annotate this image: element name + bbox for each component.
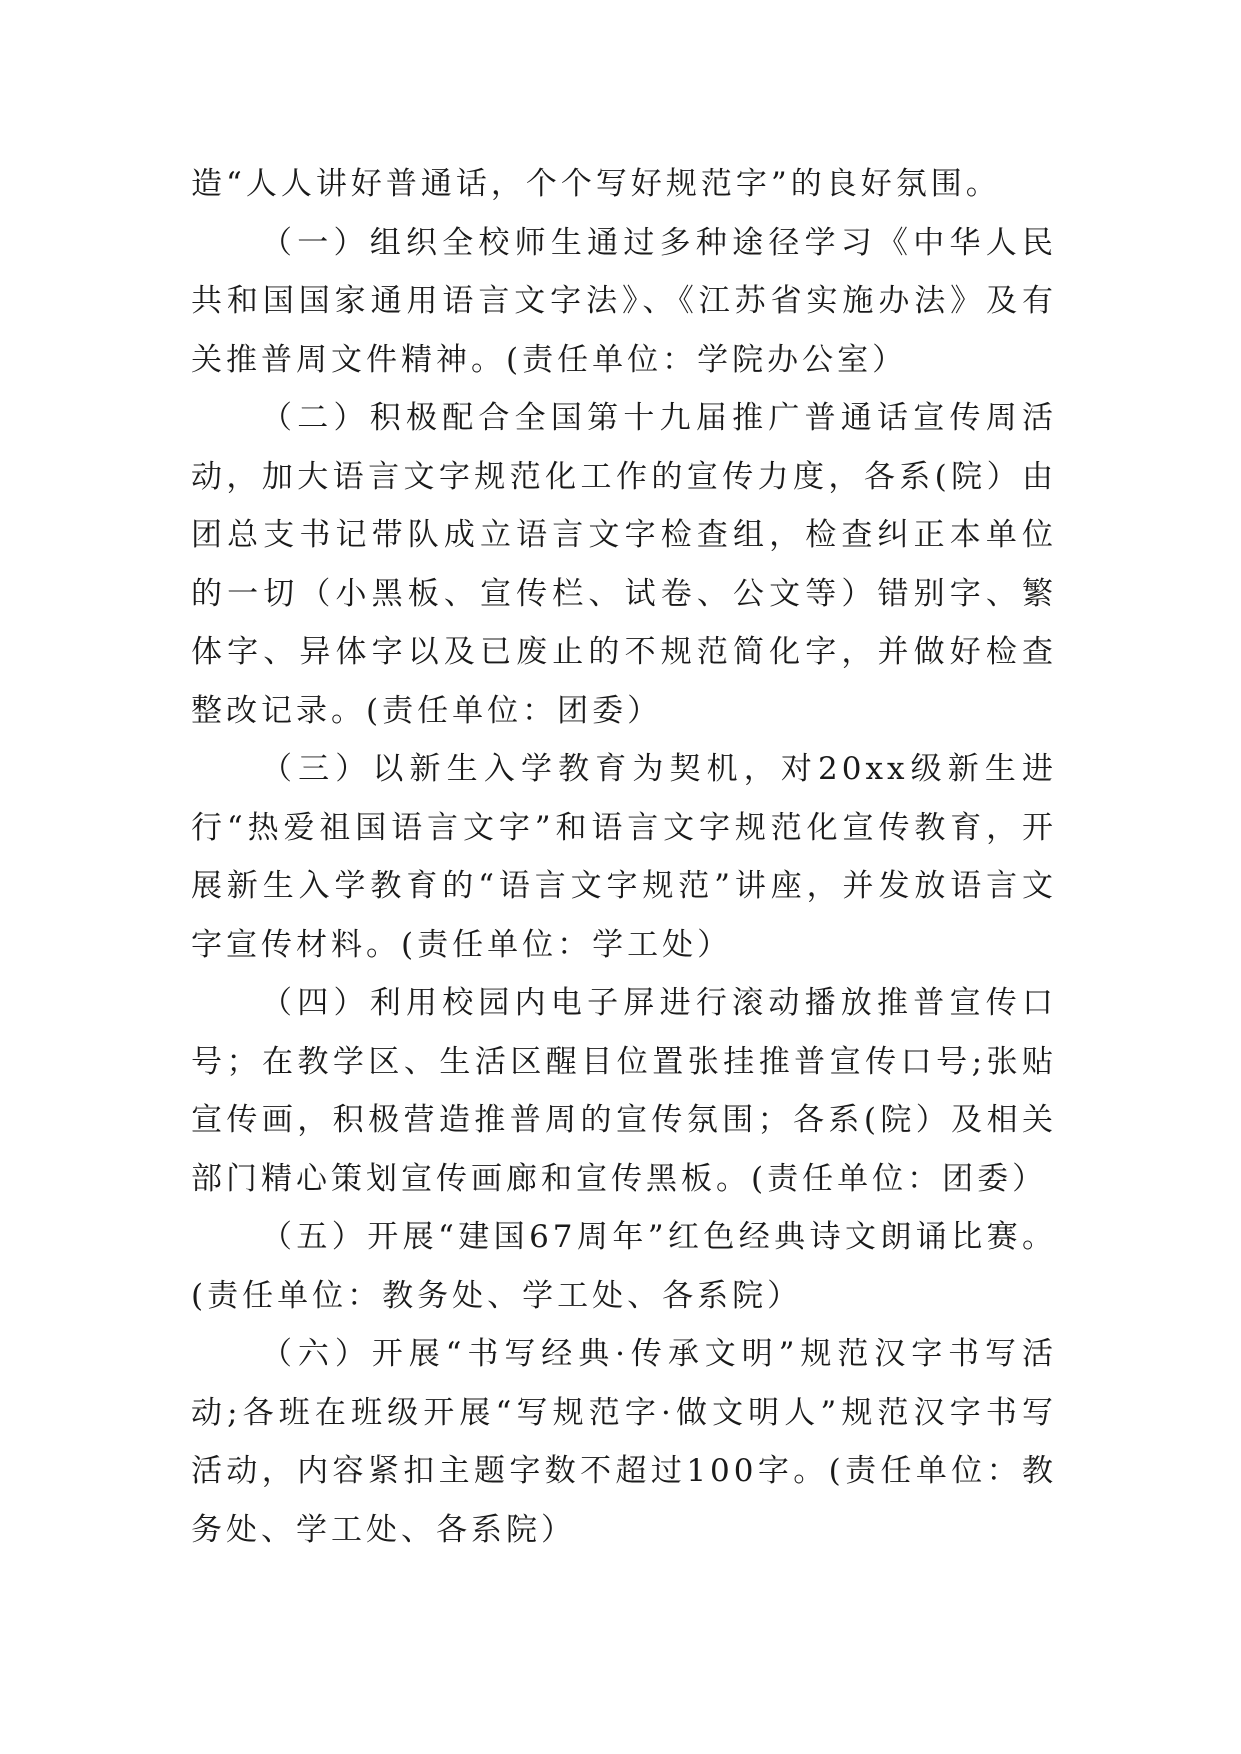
paragraph-item-6: （六）开展“书写经典·传承文明”规范汉字书写活动;各班在班级开展“写规范字·做文明人”规范汉字书写活动，内容紧扣主题字数不超过100字。(责任单位：教务处、学工处、各系院） (191, 1336, 1057, 1548)
paragraph-item-1: （一）组织全校师生通过多种途径学习《中华人民共和国国家通用语言文字法》、《江苏省实施办法》及有关推普周文件精神。(责任单位：学院办公室） (191, 224, 1057, 378)
paragraph-item-3: （三）以新生入学教育为契机，对20xx级新生进行“热爱祖国语言文字”和语言文字规范化宣传教育，开展新生入学教育的“语言文字规范”讲座，并发放语言文字宣传材料。(责任单位：学工处） (191, 751, 1057, 963)
paragraph-continuation: 造“人人讲好普通话，个个写好规范字”的良好氛围。 (191, 166, 1001, 202)
document-body (191, 155, 1057, 1559)
paragraph-item-4: （四）利用校园内电子屏进行滚动播放推普宣传口号；在教学区、生活区醒目位置张挂推普宣传口号;张贴宣传画，积极营造推普周的宣传氛围；各系(院）及相关部门精心策划宣传画廊和宣传黑板。(责任单位：团委） (191, 985, 1057, 1197)
paragraph-item-5: （五）开展“建国67周年”红色经典诗文朗诵比赛。(责任单位：教务处、学工处、各系院） (191, 1219, 1057, 1314)
paragraph-item-2: （二）积极配合全国第十九届推广普通话宣传周活动，加大语言文字规范化工作的宣传力度，各系(院）由团总支书记带队成立语言文字检查组，检查纠正本单位的一切（小黑板、宣传栏、试卷、公文等）错别字、繁体字、异体字以及已废止的不规范简化字，并做好检查整改记录。(责任单位：团委） (191, 400, 1057, 729)
